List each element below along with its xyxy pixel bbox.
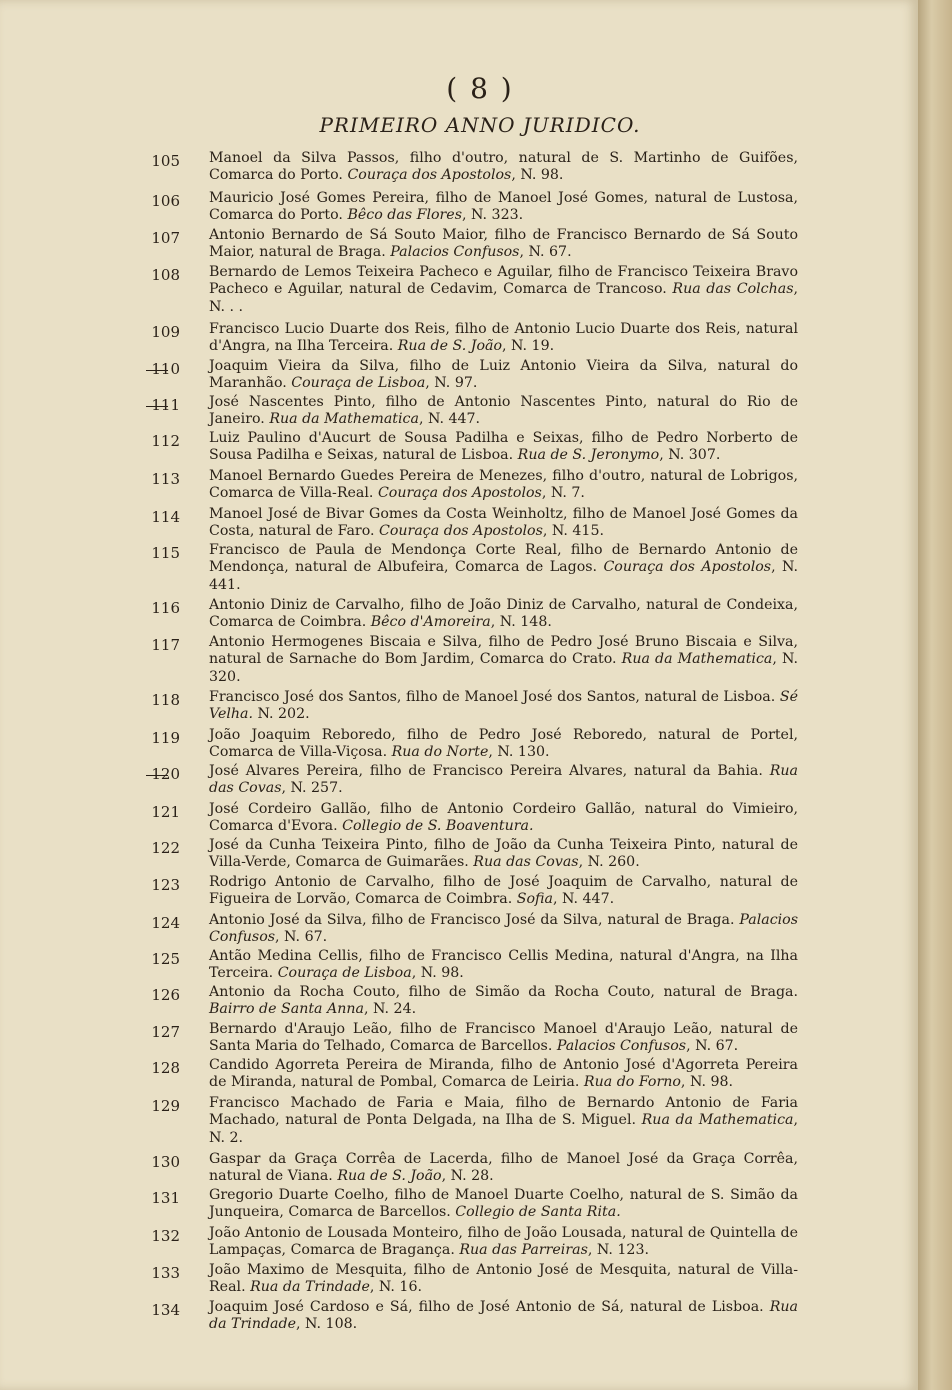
entry-address: Rua da Mathematica <box>269 411 419 428</box>
entry-text <box>209 1021 798 1056</box>
entry-description: Francisco de Paula de Mendonça Corte Real, filho de Bernardo Antonio de Mendonça, natural de Albufeira, Comarca de Lagos. <box>209 542 798 576</box>
entry-address: Rua de S. João <box>397 338 502 355</box>
entry-description: Rodrigo Antonio de Carvalho, filho de José Joaquim de Carvalho, natural de Figueira de Lorvão, Comarca de Coimbra. <box>209 874 798 908</box>
entry-number: 121 <box>151 803 180 821</box>
entry-number: 127 <box>151 1023 180 1041</box>
entry-number: 108 <box>151 266 180 284</box>
entry-number: 131 <box>151 1189 180 1207</box>
entry-address: Palacios Confusos <box>390 244 520 261</box>
entry-house-number: , N. 108. <box>296 1316 358 1333</box>
entry-number: 128 <box>151 1059 180 1077</box>
page-number: ( 8 ) <box>446 72 514 105</box>
entry-house-number: , N. 441. <box>209 559 799 593</box>
entry-text <box>209 358 798 393</box>
entry-text <box>209 394 798 429</box>
entry-house-number: , N. 447. <box>418 411 481 428</box>
entry-text <box>209 227 798 262</box>
entry-text <box>209 1151 798 1186</box>
entry-description: Joaquim Vieira da Silva, filho de Luiz Antonio Vieira da Silva, natural do Maranhão. <box>209 358 798 392</box>
entry-description: Antonio da Rocha Couto, filho de Simão da Rocha Couto, natural de Braga. <box>209 984 798 1000</box>
entry-address: Palacios Confusos <box>556 1038 687 1055</box>
entry-house-number: N. 202. <box>252 706 310 723</box>
entry-address: Rua da Mathematica <box>641 1112 794 1129</box>
entry-text <box>209 1225 798 1260</box>
entry-text <box>209 1299 798 1334</box>
entry-description: Manoel José de Bivar Gomes da Costa Weinholtz, filho de Manoel José Gomes da Costa, natural de Faro. <box>209 506 798 540</box>
entry-description: João Antonio de Lousada Monteiro, filho de João Lousada, natural de Quintella de Lampaças, Comarca de Bragança. <box>209 1225 798 1259</box>
entry-text <box>209 727 798 762</box>
entry-description: Manoel da Silva Passos, filho d'outro, natural de S. Martinho de Guifões, Comarca do Porto. <box>209 150 798 184</box>
entry-description: Gregorio Duarte Coelho, filho de Manoel Duarte Coelho, natural de S. Simão da Junqueira, Comarca de Barcellos. <box>209 1187 798 1221</box>
entry-number: 116 <box>151 599 180 617</box>
entry-number: 122 <box>151 839 180 857</box>
entry-description: Antão Medina Cellis, filho de Francisco Cellis Medina, natural d'Angra, na Ilha Terceira. <box>209 948 798 982</box>
entry-number: 111 <box>151 396 180 414</box>
entry-number: 132 <box>151 1227 180 1245</box>
entry-house-number: , N. 28. <box>441 1168 494 1185</box>
entry-description: Luiz Paulino d'Aucurt de Sousa Padilha e Seixas, filho de Pedro Norberto de Sousa Padilha e Seixas, natural de Lisboa. <box>209 430 798 464</box>
entry-description: José Cordeiro Gallão, filho de Antonio Cordeiro Gallão, natural do Vimieiro, Comarca d'Evora. <box>209 801 798 835</box>
entry-text <box>209 801 798 836</box>
entry-text <box>209 948 798 983</box>
entry-description: Francisco José dos Santos, filho de Manoel José dos Santos, natural de Lisboa. <box>209 689 780 705</box>
entry-address: Bêco das Flores <box>347 207 462 224</box>
entry-number: 115 <box>151 544 180 562</box>
entry-number: 105 <box>151 152 180 170</box>
entry-text <box>209 264 798 316</box>
entry-address: Collegio de Santa Rita. <box>455 1204 621 1221</box>
entry-address: Rua das Covas <box>209 763 798 797</box>
entry-number: 124 <box>151 914 180 932</box>
entry-number: 126 <box>151 986 180 1004</box>
entry-address: Rua de S. Jeronymo <box>517 447 660 464</box>
entry-number: 112 <box>151 432 180 450</box>
entry-address: Rua da Trindade <box>250 1279 370 1296</box>
entry-description: Bernardo de Lemos Teixeira Pacheco e Aguilar, filho de Francisco Teixeira Bravo Pacheco e Aguilar, natural de Cedavim, Comarca de Trancoso. <box>209 264 798 298</box>
entry-description: Mauricio José Gomes Pereira, filho de Manoel José Gomes, natural de Lustosa, Comarca do Porto. <box>209 190 798 224</box>
entry-number: 113 <box>151 470 180 488</box>
entry-description: João Joaquim Reboredo, filho de Pedro José Reboredo, natural de Portel, Comarca de Villa-Viçosa. <box>209 727 798 761</box>
entry-address: Rua das Colchas <box>672 281 794 298</box>
entry-address: Couraça dos Apostolos <box>379 523 543 540</box>
handwritten-dash-mark <box>146 370 168 371</box>
entry-house-number: , N. 98. <box>411 965 464 982</box>
entry-description: Bernardo d'Araujo Leão, filho de Francisco Manoel d'Araujo Leão, natural de Santa Maria do Telhado, Comarca de Barcellos. <box>209 1021 798 1055</box>
entry-address: Sé Velha. <box>209 689 798 723</box>
entry-address: Couraça de Lisboa <box>291 375 426 392</box>
entry-address: Couraça dos Apostolos <box>603 559 772 576</box>
entry-text <box>209 634 798 686</box>
entry-text <box>209 689 798 724</box>
entry-house-number: , N. 320. <box>209 651 798 685</box>
entry-description: Antonio Hermogenes Biscaia e Silva, filho de Pedro José Bruno Biscaia e Silva, natural de Sarnache do Bom Jardim, Comarca do Crato. <box>209 634 798 668</box>
entry-description: Francisco Machado de Faria e Maia, filho de Bernardo Antonio de Faria Machado, natural de Ponta Delgada, na Ilha de S. Miguel. <box>209 1095 798 1129</box>
entry-number: 110 <box>151 360 180 378</box>
entry-text <box>209 506 798 541</box>
entry-description: Joaquim José Cardoso e Sá, filho de José Antonio de Sá, natural de Lisboa. <box>209 1299 770 1315</box>
entry-number: 117 <box>151 636 180 654</box>
entry-house-number: , N. 67. <box>519 244 572 261</box>
entry-house-number: , N. 148. <box>490 614 552 631</box>
entry-house-number: , N. 7. <box>541 485 585 502</box>
entry-number: 120 <box>151 765 180 783</box>
page-heading: PRIMEIRO ANNO JURIDICO. <box>319 113 641 137</box>
entry-description: Antonio Bernardo de Sá Souto Maior, filho de Francisco Bernardo de Sá Souto Maior, natural de Braga. <box>209 227 798 261</box>
entry-house-number: , N. 307. <box>659 447 721 464</box>
entry-address: Collegio de S. Boaventura. <box>342 818 534 835</box>
entry-address: Rua de S. João <box>337 1168 442 1185</box>
entry-house-number: , N. 98. <box>511 167 564 184</box>
entry-house-number: , N. . . <box>209 281 798 315</box>
entry-description: Candido Agorreta Pereira de Miranda, filho de Antonio José d'Agorreta Pereira de Miranda, natural de Pombal, Comarca de Leiria. <box>209 1057 798 1091</box>
entry-description: Gaspar da Graça Corrêa de Lacerda, filho de Manoel José da Graça Corrêa, natural de Viana. <box>209 1151 798 1185</box>
entry-number: 130 <box>151 1153 180 1171</box>
entry-number: 109 <box>151 323 180 341</box>
entry-house-number: , N. 123. <box>587 1242 649 1259</box>
entry-text <box>209 1057 798 1092</box>
entry-house-number: , N. 257. <box>281 780 343 797</box>
entry-number: 106 <box>151 192 180 210</box>
entry-text <box>209 763 798 798</box>
entry-address: Sofia <box>516 891 553 908</box>
entry-address: Couraça de Lisboa <box>277 965 412 982</box>
entry-house-number: , N. 447. <box>552 891 615 908</box>
entry-house-number: , N. 16. <box>369 1279 422 1296</box>
entry-text <box>209 837 798 872</box>
entry-description: João Maximo de Mesquita, filho de Antonio José de Mesquita, natural de Villa-Real. <box>209 1262 798 1296</box>
entry-text <box>209 984 798 1019</box>
entry-house-number: , N. 415. <box>542 523 604 540</box>
entry-house-number: , N. 97. <box>425 375 478 392</box>
entry-house-number: , N. 67. <box>275 929 328 946</box>
entry-text <box>209 430 798 465</box>
entry-text <box>209 597 798 632</box>
entry-address: Rua das Covas <box>473 854 579 871</box>
entry-description: Manoel Bernardo Guedes Pereira de Menezes, filho d'outro, natural de Lobrigos, Comarca de Villa-Real. <box>209 468 798 502</box>
entry-address: Bêco d'Amoreira <box>370 614 491 631</box>
entry-description: Antonio Diniz de Carvalho, filho de João Diniz de Carvalho, natural de Condeixa, Comarca de Coimbra. <box>209 597 798 631</box>
entry-description: José Alvares Pereira, filho de Francisco Pereira Alvares, natural da Bahia. <box>209 763 770 779</box>
entry-text <box>209 150 798 185</box>
entry-text <box>209 468 798 503</box>
entry-number: 125 <box>151 950 180 968</box>
entry-number: 134 <box>151 1301 180 1319</box>
entry-number: 118 <box>151 691 180 709</box>
entry-text <box>209 190 798 225</box>
entry-description: José Nascentes Pinto, filho de Antonio Nascentes Pinto, natural do Rio de Janeiro. <box>209 394 798 428</box>
entry-address: Rua do Norte <box>391 744 489 761</box>
entry-description: Francisco Lucio Duarte dos Reis, filho de Antonio Lucio Duarte dos Reis, natural d'Angra, na Ilha Terceira. <box>209 321 798 355</box>
entry-address: Couraça dos Apostolos <box>377 485 542 502</box>
entry-address: Rua das Parreiras <box>459 1242 588 1259</box>
entry-text <box>209 1095 798 1147</box>
entry-address: Palacios Confusos <box>209 912 798 946</box>
entry-number: 107 <box>151 229 180 247</box>
entry-text <box>209 1262 798 1297</box>
entry-address: Couraça dos Apostolos <box>347 167 512 184</box>
entry-house-number: , N. 260. <box>578 854 640 871</box>
entry-house-number: , N. 67. <box>686 1038 739 1055</box>
entry-house-number: , N. 2. <box>209 1112 798 1146</box>
entry-house-number: , N. 98. <box>680 1074 734 1091</box>
entry-text <box>209 542 798 594</box>
entry-address: Bairro de Santa Anna <box>209 1001 364 1018</box>
entry-description: Antonio José da Silva, filho de Francisco José da Silva, natural de Braga. <box>209 912 740 928</box>
entry-number: 129 <box>151 1097 180 1115</box>
entry-number: 119 <box>151 729 180 747</box>
entry-house-number: , N. 323. <box>462 207 524 224</box>
entry-address: Rua da Mathematica <box>621 651 773 668</box>
handwritten-dash-mark <box>146 775 168 776</box>
handwritten-dash-mark <box>146 406 168 407</box>
entry-text <box>209 1187 798 1222</box>
entry-address: Rua da Trindade <box>209 1299 798 1333</box>
entry-text <box>209 321 798 356</box>
entry-house-number: , N. 24. <box>364 1001 417 1018</box>
entry-number: 123 <box>151 876 180 894</box>
entry-text <box>209 874 798 909</box>
entry-house-number: , N. 130. <box>488 744 550 761</box>
entry-address: Rua do Forno <box>583 1074 681 1091</box>
facing-page-edge <box>918 0 952 1390</box>
entry-house-number: , N. 19. <box>502 338 555 355</box>
entry-number: 133 <box>151 1264 180 1282</box>
entry-text <box>209 912 798 947</box>
entry-description: José da Cunha Teixeira Pinto, filho de João da Cunha Teixeira Pinto, natural de Villa-Verde, Comarca de Guimarães. <box>209 837 798 871</box>
entry-number: 114 <box>151 508 180 526</box>
